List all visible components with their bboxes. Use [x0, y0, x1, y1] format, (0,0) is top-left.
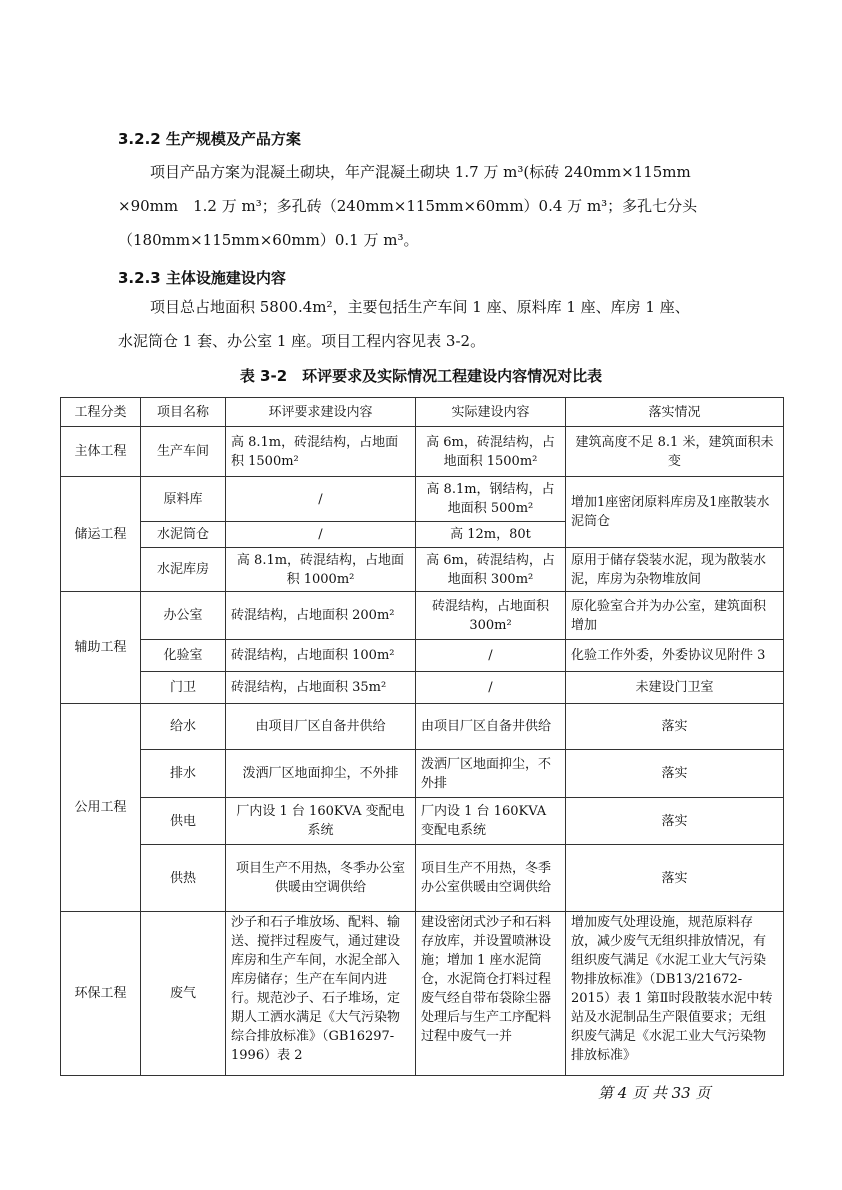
paragraph-line: 项目总占地面积 5800.4m²，主要包括生产车间 1 座、原料库 1 座、库房 1 座、 [150, 298, 690, 316]
cell-required: / [226, 522, 416, 548]
cell-required: 由项目厂区自备井供给 [226, 704, 416, 750]
table-row [61, 704, 784, 750]
cell-actual: 由项目厂区自备井供给 [416, 704, 566, 750]
cell-category: 主体工程 [61, 427, 141, 477]
cell-category: 储运工程 [61, 477, 141, 592]
table-row [61, 592, 784, 640]
cell-item-name: 水泥库房 [141, 548, 226, 592]
cell-actual: 建设密闭式沙子和石料存放库，并设置喷淋设施；增加 1 座水泥筒仓，水泥筒仓打料过程废气经自带布袋除尘器处理后与生产工序配料过程中废气一并 [416, 912, 566, 1076]
cell-category: 公用工程 [61, 704, 141, 912]
cell-required: 项目生产不用热，冬季办公室供暖由空调供给 [226, 845, 416, 912]
table-header-row [61, 398, 784, 427]
cell-status: 原化验室合并为办公室，建筑面积增加 [566, 592, 784, 640]
cell-item-name: 原料库 [141, 477, 226, 522]
cell-required: 砖混结构，占地面积 35m² [226, 672, 416, 704]
cell-actual: 高 6m，砖混结构，占地面积 1500m² [416, 427, 566, 477]
cell-item-name: 生产车间 [141, 427, 226, 477]
cell-status: 增加废气处理设施，规范原料存放，减少废气无组织排放情况，有组织废气满足《水泥工业大气污染物排放标准》（DB13/21672-2015）表 1 第Ⅱ时段散装水泥中转站及水泥制品生产限值要求；无组织废气满足《水泥工业大气污染物排放标准》 [566, 912, 784, 1076]
table-row [61, 477, 784, 522]
table-row [61, 845, 784, 912]
cell-item-name: 废气 [141, 912, 226, 1076]
cell-status: 落实 [566, 750, 784, 798]
cell-required: 砖混结构，占地面积 200m² [226, 592, 416, 640]
cell-item-name: 水泥筒仓 [141, 522, 226, 548]
section-heading-3-2-2: 3.2.2 生产规模及产品方案 [118, 130, 301, 148]
cell-actual: 项目生产不用热，冬季办公室供暖由空调供给 [416, 845, 566, 912]
cell-required: 沙子和石子堆放场、配料、输送、搅拌过程废气，通过建设库房和生产车间，水泥全部入库房储存；生产在车间内进行。规范沙子、石子堆场，定期人工洒水满足《大气污染物综合排放标准》（GB16297-1996）表 2 [226, 912, 416, 1076]
cell-item-name: 供热 [141, 845, 226, 912]
paragraph-production-scale [118, 155, 728, 257]
cell-actual: 砖混结构，占地面积 300m² [416, 592, 566, 640]
paragraph-line: 项目产品方案为混凝土砌块，年产混凝土砌块 1.7 万 m³(标砖 240mm×115mm [150, 163, 691, 181]
paragraph-main-facilities [118, 290, 728, 358]
cell-required: 泼洒厂区地面抑尘，不外排 [226, 750, 416, 798]
cell-item-name: 排水 [141, 750, 226, 798]
cell-status: 化验工作外委，外委协议见附件 3 [566, 640, 784, 672]
cell-actual: 厂内设 1 台 160KVA 变配电系统 [416, 798, 566, 845]
cell-item-name: 办公室 [141, 592, 226, 640]
table-row [61, 798, 784, 845]
cell-status: 落实 [566, 845, 784, 912]
cell-actual: / [416, 640, 566, 672]
paragraph-line: ×90mm 1.2 万 m³；多孔砖（240mm×115mm×60mm）0.4 万 m³；多孔七分头 [118, 197, 698, 215]
comparison-table [60, 397, 784, 1076]
header-required-content: 环评要求建设内容 [226, 398, 416, 427]
cell-item-name: 给水 [141, 704, 226, 750]
header-category: 工程分类 [61, 398, 141, 427]
header-status: 落实情况 [566, 398, 784, 427]
cell-status: 未建设门卫室 [566, 672, 784, 704]
cell-status: 落实 [566, 704, 784, 750]
cell-actual: 高 8.1m，钢结构，占地面积 500m² [416, 477, 566, 522]
section-heading-3-2-3: 3.2.3 主体设施建设内容 [118, 269, 286, 287]
cell-required: 高 8.1m，砖混结构，占地面积 1000m² [226, 548, 416, 592]
paragraph-line: 水泥筒仓 1 套、办公室 1 座。项目工程内容见表 3-2。 [118, 332, 486, 350]
page-number: 第 4 页 共 33 页 [598, 1084, 711, 1102]
cell-actual: 高 12m，80t [416, 522, 566, 548]
table-caption: 表 3-2 环评要求及实际情况工程建设内容情况对比表 [239, 367, 603, 385]
table-row [61, 912, 784, 1076]
cell-item-name: 供电 [141, 798, 226, 845]
cell-required: / [226, 477, 416, 522]
table-row [61, 640, 784, 672]
paragraph-line: （180mm×115mm×60mm）0.1 万 m³。 [118, 231, 419, 249]
cell-category: 辅助工程 [61, 592, 141, 704]
table-row [61, 750, 784, 798]
table-row [61, 427, 784, 477]
table-row [61, 672, 784, 704]
cell-required: 高 8.1m，砖混结构，占地面积 1500m² [226, 427, 416, 477]
cell-actual: 泼洒厂区地面抑尘，不外排 [416, 750, 566, 798]
header-item-name: 项目名称 [141, 398, 226, 427]
cell-status: 增加1座密闭原料库房及1座散装水泥筒仓 [566, 477, 784, 548]
cell-item-name: 门卫 [141, 672, 226, 704]
cell-category: 环保工程 [61, 912, 141, 1076]
cell-status: 原用于储存袋装水泥，现为散装水泥，库房为杂物堆放间 [566, 548, 784, 592]
table-row [61, 548, 784, 592]
cell-required: 厂内设 1 台 160KVA 变配电系统 [226, 798, 416, 845]
cell-status: 落实 [566, 798, 784, 845]
cell-actual: / [416, 672, 566, 704]
cell-actual: 高 6m，砖混结构，占地面积 300m² [416, 548, 566, 592]
header-actual-content: 实际建设内容 [416, 398, 566, 427]
cell-required: 砖混结构，占地面积 100m² [226, 640, 416, 672]
cell-item-name: 化验室 [141, 640, 226, 672]
cell-status: 建筑高度不足 8.1 米，建筑面积未变 [566, 427, 784, 477]
